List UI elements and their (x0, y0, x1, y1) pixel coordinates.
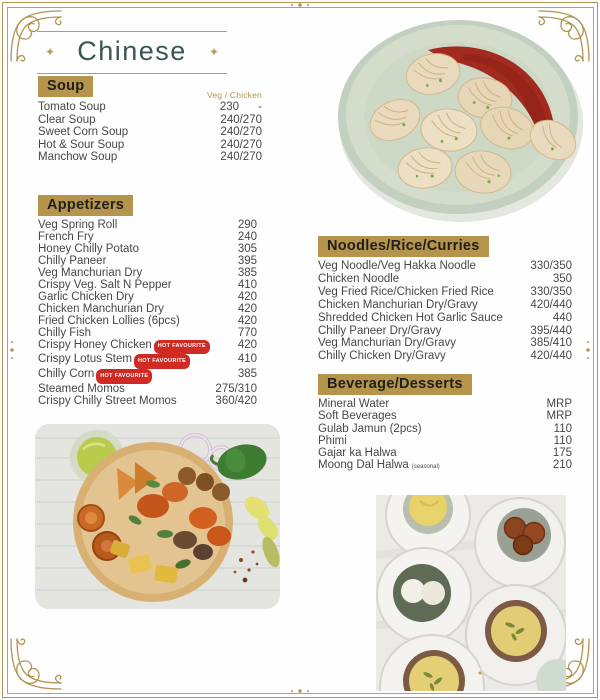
item-name: Honey Chilly Potato (38, 242, 139, 255)
item-name: Mineral Water (318, 398, 390, 410)
item-name: Manchow Soup (38, 151, 118, 164)
item-name: Clear Soup (38, 113, 96, 126)
edge-ornament-icon (9, 339, 15, 361)
item-price: 275/310 (215, 383, 257, 396)
menu-item-row (38, 369, 257, 384)
item-name: Crispy Honey Chicken (38, 338, 152, 351)
menu-item-row (38, 316, 257, 328)
page-title: Chinese (77, 36, 187, 66)
item-name: Chilly Chicken Dry/Gravy (318, 350, 446, 363)
section-header-appetizers: Appetizers (38, 195, 133, 216)
item-price: 395/440 (530, 324, 572, 337)
item-price: 385 (237, 368, 257, 381)
item-price: 420 (237, 302, 257, 315)
item-name: Fried Chicken Lollies (6pcs) (38, 314, 180, 327)
menu-item-row (318, 435, 572, 447)
item-name: Veg Manchurian Dry (38, 266, 143, 279)
menu-item-row (318, 423, 572, 435)
menu-item-row (318, 410, 572, 422)
menu-item-row (38, 151, 262, 164)
item-price: 420/440 (530, 350, 572, 363)
item-price: 240 (237, 230, 257, 243)
appetizer-platter-photo (35, 424, 280, 609)
item-price: 240/270 (220, 126, 262, 139)
menu-item-row (318, 350, 572, 363)
menu-item-row (318, 273, 572, 286)
item-price: 395 (237, 254, 257, 267)
item-price: 110 (553, 434, 572, 447)
menu-item-row (38, 396, 257, 408)
menu-item-row (38, 328, 257, 340)
item-name: Garlic Chicken Dry (38, 290, 134, 303)
menu-item-row (38, 354, 257, 369)
item-name: Phimi (318, 434, 347, 447)
item-price: 240/270 (220, 151, 262, 164)
menu-item-row (318, 325, 572, 338)
section-header-beverages: Beverage/Desserts (318, 374, 472, 395)
item-name: Crispy Lotus Stem (38, 353, 132, 366)
item-name: Chilly Fish (38, 326, 92, 339)
item-price: 770 (237, 326, 257, 339)
item-price: 420 (237, 338, 257, 351)
item-price: 350 (552, 272, 572, 285)
item-name: Gulab Jamun (2pcs) (318, 422, 422, 435)
item-name: Shredded Chicken Hot Garlic Sauce (318, 311, 503, 324)
item-price: 420 (237, 314, 257, 327)
noodles-item-list (318, 260, 572, 363)
menu-item-row (318, 459, 572, 473)
item-price: MRP (546, 410, 572, 423)
item-name: Chicken Manchurian Dry (38, 302, 164, 315)
menu-item-row (38, 280, 257, 292)
momos-photo (333, 10, 587, 226)
title-ornament-icon: ✦ (45, 44, 56, 59)
item-price: 230 - (219, 101, 262, 113)
item-price: 240/270 (220, 138, 262, 151)
menu-item-row (318, 447, 572, 459)
menu-item-row (38, 304, 257, 316)
item-name: Soft Beverages (318, 410, 397, 423)
page-title-block (37, 31, 227, 74)
item-name: Crispy Veg. Salt N Pepper (38, 278, 172, 291)
item-price: 385 (237, 266, 257, 279)
menu-item-row (38, 101, 262, 114)
item-name: Veg Manchurian Dry/Gravy (318, 337, 457, 350)
item-name: Steamed Momos (38, 383, 125, 396)
item-note: (seasonal) (411, 464, 440, 471)
menu-item-row (318, 286, 572, 299)
menu-item-row (318, 312, 572, 325)
item-name: Hot & Sour Soup (38, 138, 125, 151)
item-name: Gajar ka Halwa (318, 447, 397, 460)
item-price: 385/410 (530, 337, 572, 350)
menu-item-row (318, 337, 572, 350)
item-name: Chicken Noodle (318, 272, 400, 285)
menu-item-row (38, 139, 262, 152)
menu-item-row (318, 260, 572, 273)
hot-favourite-badge: HOT FAVOURITE (134, 354, 190, 369)
item-price: 240/270 (220, 113, 262, 126)
desserts-photo (376, 495, 566, 691)
menu-item-row (38, 340, 257, 355)
menu-item-row (38, 126, 262, 139)
item-price: 440 (552, 311, 572, 324)
item-name: Chilly Corn (38, 368, 95, 381)
item-name: French Fry (38, 230, 94, 243)
item-name: Chilly Paneer (38, 254, 107, 267)
beverages-item-list (318, 398, 572, 474)
item-name: Chicken Manchurian Dry/Gravy (318, 298, 478, 311)
section-header-noodles: Noodles/Rice/Curries (318, 236, 489, 257)
title-ornament-icon: ✦ (208, 44, 219, 59)
item-price: 330/350 (530, 260, 572, 272)
edge-ornament-icon (585, 339, 591, 361)
item-name: Veg Spring Roll (38, 219, 118, 231)
hot-favourite-badge: HOT FAVOURITE (96, 369, 152, 384)
item-name: Moong Dal Halwa (318, 459, 409, 472)
item-price: 210 (552, 459, 572, 472)
soup-item-list (38, 101, 262, 164)
item-name: Veg Fried Rice/Chicken Fried Rice (318, 285, 494, 298)
item-price: 175 (552, 447, 572, 460)
menu-item-row (38, 292, 257, 304)
section-header-soup: Soup (38, 76, 93, 97)
item-price: 110 (553, 422, 572, 435)
menu-item-row (318, 398, 572, 410)
appetizers-item-list (38, 220, 257, 408)
corner-flourish-icon (4, 638, 62, 696)
item-price: 360/420 (215, 395, 257, 408)
menu-item-row (38, 114, 262, 127)
item-price: MRP (546, 398, 572, 410)
menu-item-row (38, 268, 257, 280)
item-name: Chilly Paneer Dry/Gravy (318, 324, 442, 337)
item-name: Crispy Chilly Street Momos (38, 395, 177, 408)
price-columns-note: Veg / Chicken (206, 90, 262, 100)
item-price: 420 (237, 290, 257, 303)
hot-favourite-badge: HOT FAVOURITE (154, 340, 210, 355)
menu-item-row (318, 299, 572, 312)
item-price: 410 (237, 278, 257, 291)
edge-ornament-icon (289, 2, 311, 8)
item-price: 330/350 (530, 285, 572, 298)
item-name: Sweet Corn Soup (38, 126, 129, 139)
item-price: 290 (237, 219, 257, 231)
item-price: 305 (237, 242, 257, 255)
item-price: 420/440 (530, 298, 572, 311)
item-name: Tomato Soup (38, 101, 106, 113)
item-name: Veg Noodle/Veg Hakka Noodle (318, 260, 476, 272)
edge-ornament-icon (289, 688, 311, 694)
item-price: 410 (237, 353, 257, 366)
